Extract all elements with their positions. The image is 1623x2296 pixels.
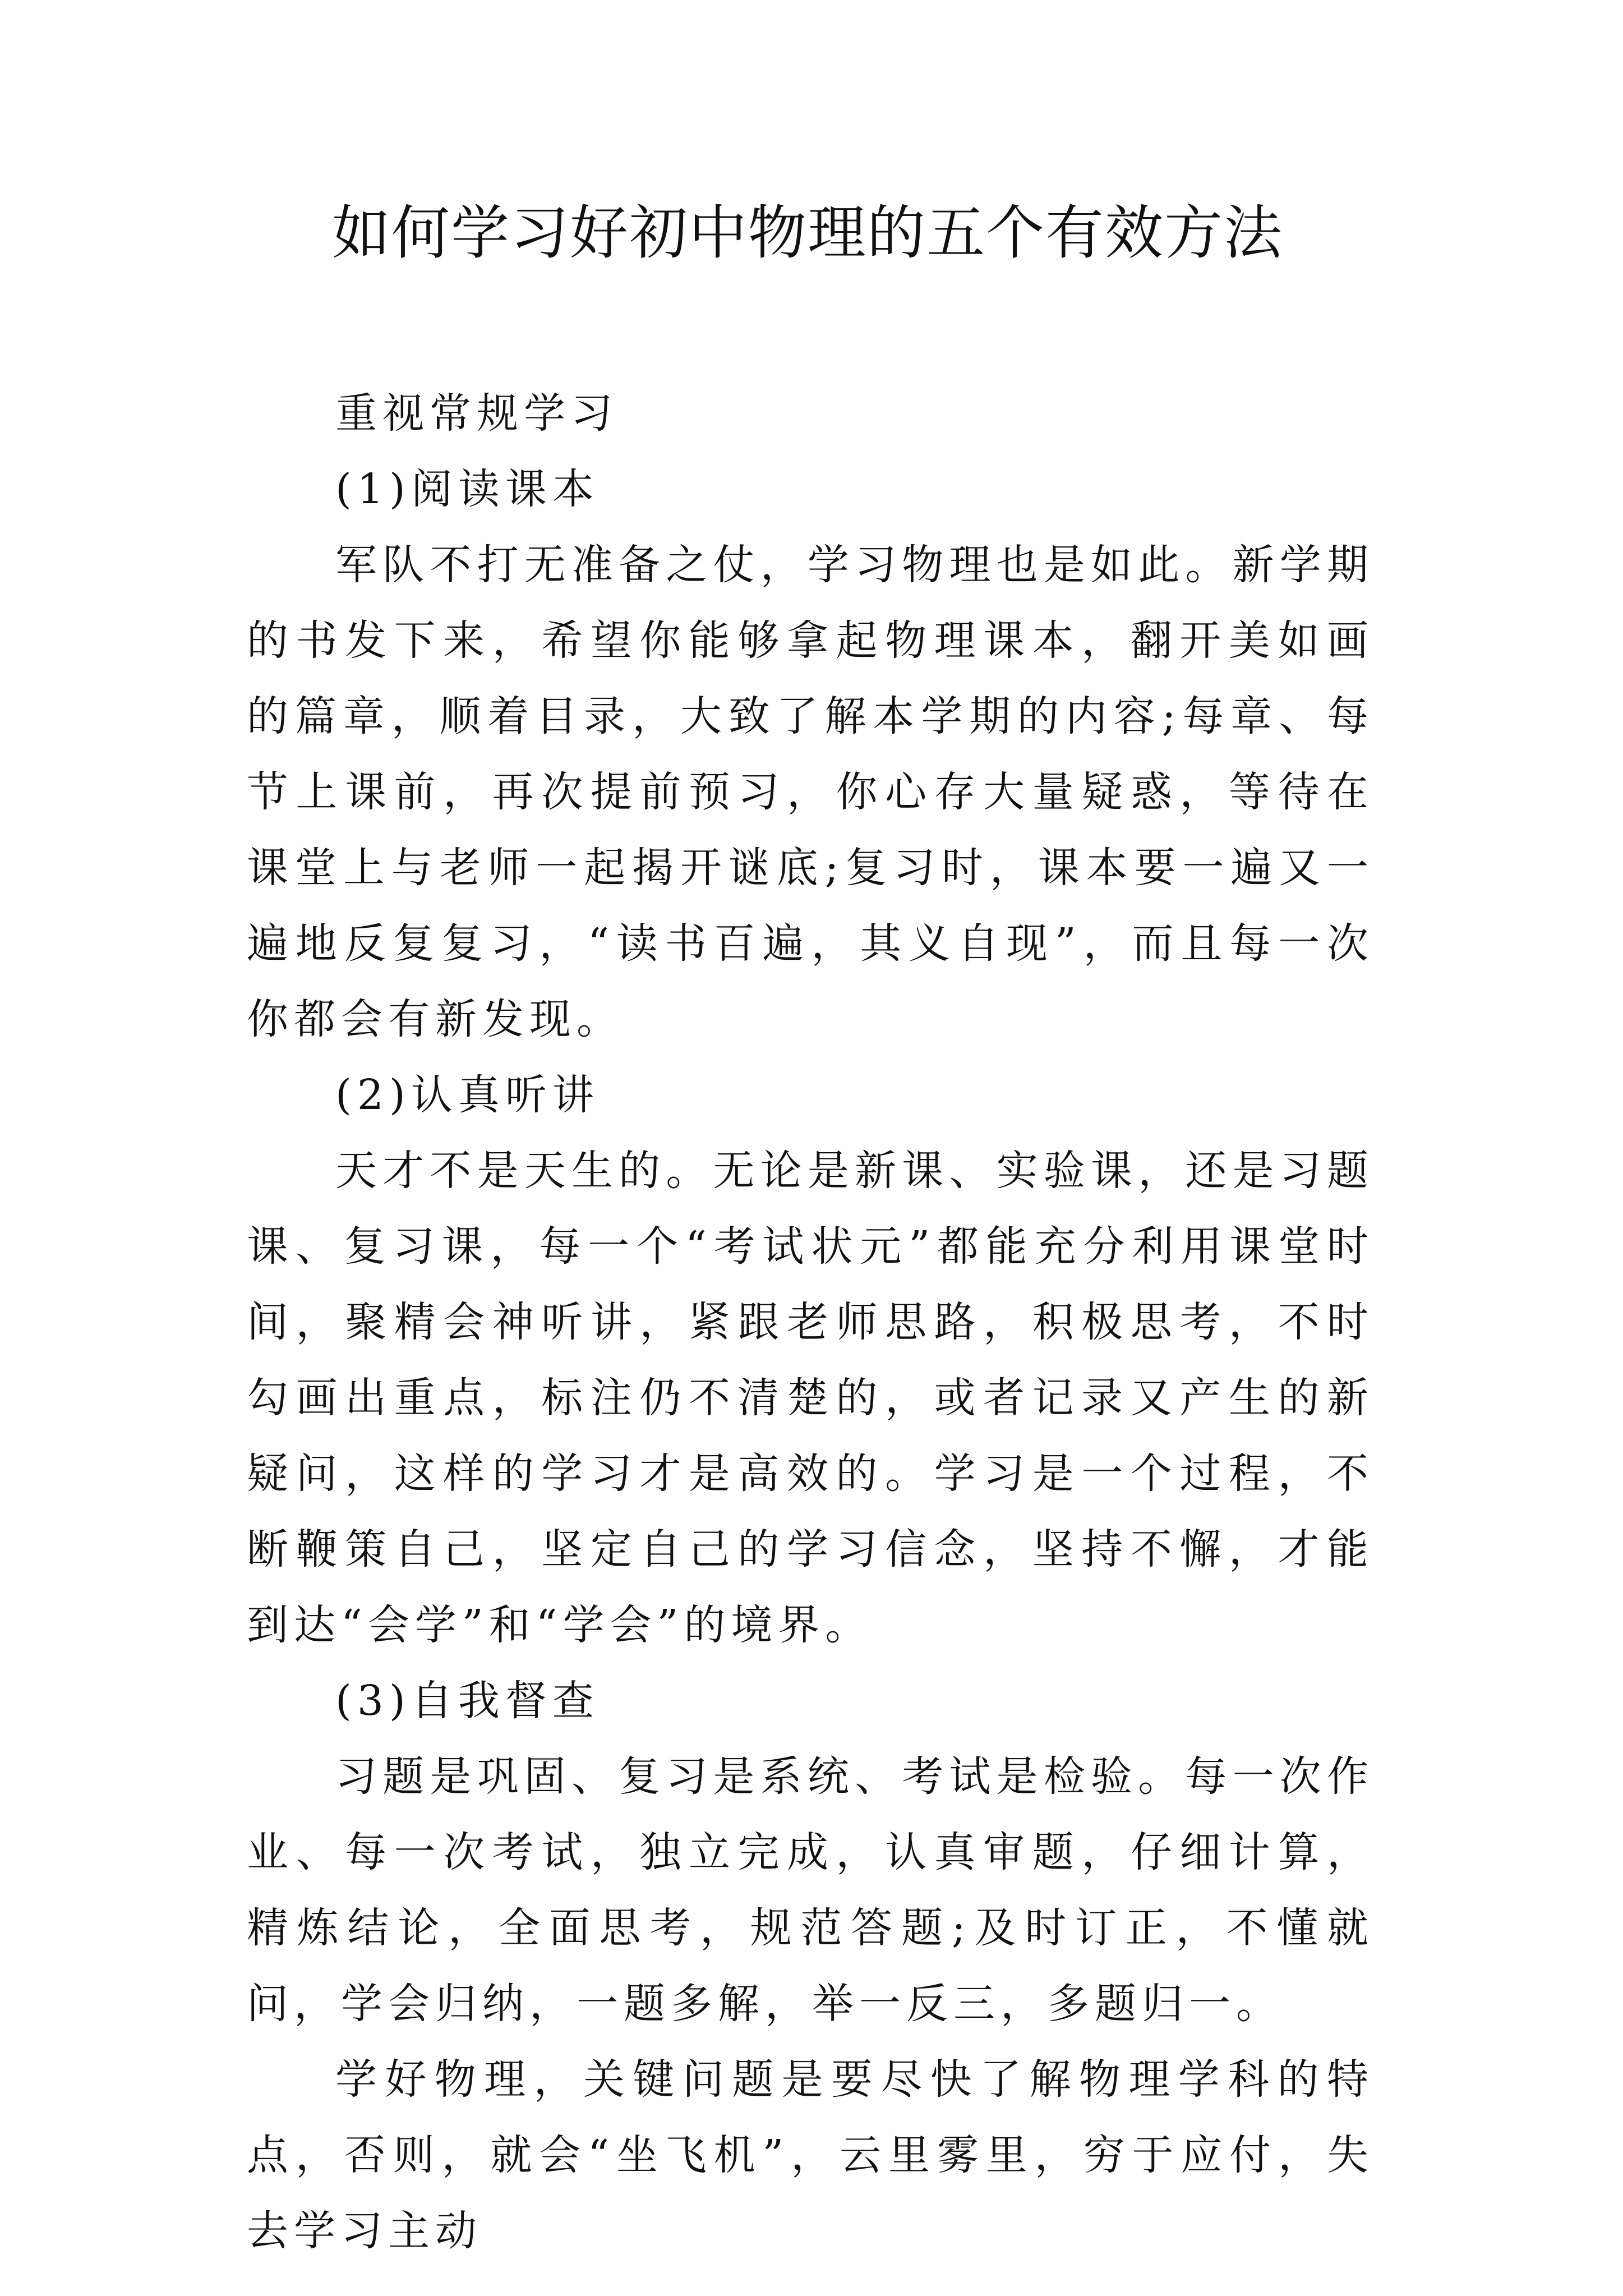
body-paragraph: 习题是巩固、复习是系统、考试是检验。每一次作业、每一次考试，独立完成，认真审题，仔细计算，精炼结论，全面思考，规范答题;及时订正，不懂就问，学会归纳，一题多解，举一反三，多题归一。 <box>247 1752 1374 2028</box>
body-paragraph: 天才不是天生的。无论是新课、实验课，还是习题课、复习课，每一个“考试状元”都能充分利用课堂时间，聚精会神听讲，紧跟老师思路，积极思考，不时勾画出重点，标注仍不清楚的，或者记录又产生的新疑问，这样的学习才是高效的。学习是一个过程，不断鞭策自己，坚定自己的学习信念，坚持不懈，才能到达“会学”和“学会”的境界。 <box>247 1147 1374 1649</box>
section-heading: 重视常规学习 <box>335 389 618 438</box>
subsection-heading: (2)认真听讲 <box>335 1071 600 1119</box>
body-paragraph: 军队不打无准备之仗，学习物理也是如此。新学期的书发下来，希望你能够拿起物理课本，翻开美如画的篇章，顺着目录，大致了解本学期的内容;每章、每节上课前，再次提前预习，你心存大量疑惑，等待在课堂上与老师一起揭开谜底;复习时，课本要一遍又一遍地反复复习，“读书百遍，其义自现”，而且每一次你都会有新发现。 <box>247 541 1374 1043</box>
document-title: 如何学习好初中物理的五个有效方法 <box>331 199 1283 267</box>
subsection-heading: (1)阅读课本 <box>335 465 600 513</box>
document-body <box>247 376 1374 2269</box>
subsection-heading: (3)自我督查 <box>335 1677 600 1725</box>
body-paragraph: 学好物理，关键问题是要尽快了解物理学科的特点，否则，就会“坐飞机”，云里雾里，穷于应付，失去学习主动 <box>247 2055 1374 2255</box>
